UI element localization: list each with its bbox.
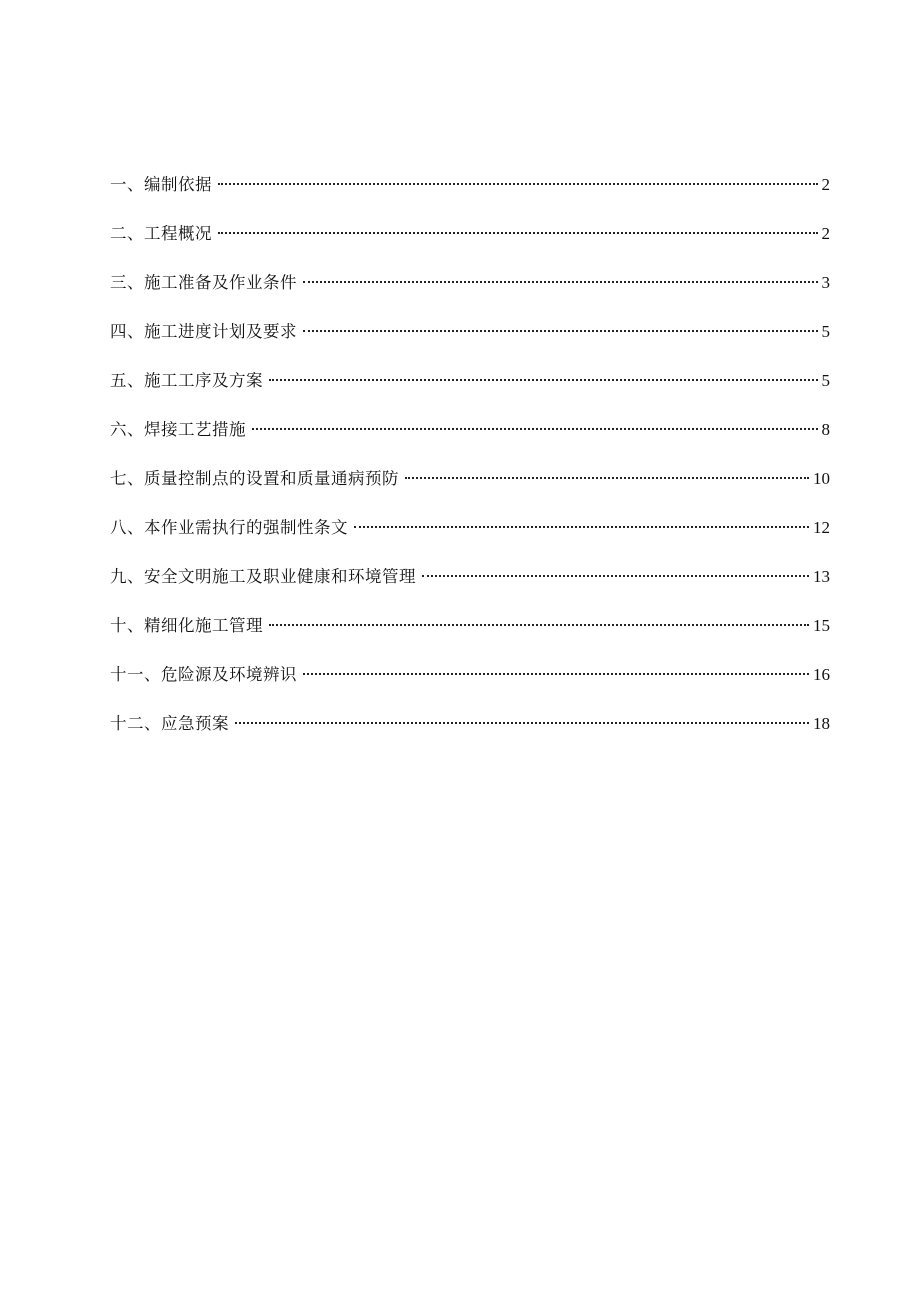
toc-entry[interactable] <box>110 415 830 464</box>
toc-entry-page: 18 <box>813 714 830 733</box>
toc-entry-page: 8 <box>821 420 830 439</box>
toc-entry-title: 七、质量控制点的设置和质量通病预防 <box>110 469 399 488</box>
toc-entry[interactable] <box>110 219 830 268</box>
toc-dot-leader <box>422 575 809 577</box>
toc-entry-page: 5 <box>821 371 830 390</box>
toc-entry-title: 六、焊接工艺措施 <box>110 420 246 439</box>
toc-entry-title: 十二、应急预案 <box>110 714 229 733</box>
toc-entry[interactable] <box>110 170 830 219</box>
toc-dot-leader <box>252 428 818 430</box>
toc-entry-title: 一、编制依据 <box>110 175 212 194</box>
toc-entry-page: 5 <box>821 322 830 341</box>
toc-dot-leader <box>218 183 818 185</box>
toc-entry-title: 三、施工准备及作业条件 <box>110 273 297 292</box>
toc-dot-leader <box>235 722 809 724</box>
toc-entry-title: 二、工程概况 <box>110 224 212 243</box>
toc-entry-title: 十一、危险源及环境辨识 <box>110 665 297 684</box>
toc-entry-page: 2 <box>821 175 830 194</box>
toc-dot-leader <box>354 526 809 528</box>
table-of-contents <box>110 170 830 758</box>
toc-dot-leader <box>269 379 818 381</box>
toc-entry-title: 九、安全文明施工及职业健康和环境管理 <box>110 567 416 586</box>
toc-entry[interactable] <box>110 317 830 366</box>
toc-entry-page: 2 <box>821 224 830 243</box>
toc-dot-leader <box>303 281 818 283</box>
toc-dot-leader <box>303 673 809 675</box>
toc-entry-title: 八、本作业需执行的强制性条文 <box>110 518 348 537</box>
toc-entry[interactable] <box>110 366 830 415</box>
toc-dot-leader <box>218 232 818 234</box>
toc-entry[interactable] <box>110 611 830 660</box>
toc-dot-leader <box>405 477 809 479</box>
toc-entry[interactable] <box>110 562 830 611</box>
toc-entry[interactable] <box>110 464 830 513</box>
toc-entry-page: 10 <box>813 469 830 488</box>
toc-entry-page: 12 <box>813 518 830 537</box>
toc-dot-leader <box>269 624 809 626</box>
toc-entry-title: 十、精细化施工管理 <box>110 616 263 635</box>
toc-entry-page: 16 <box>813 665 830 684</box>
toc-entry[interactable] <box>110 513 830 562</box>
toc-entry-page: 3 <box>821 273 830 292</box>
toc-entry[interactable] <box>110 709 830 758</box>
toc-entry-title: 四、施工进度计划及要求 <box>110 322 297 341</box>
toc-entry[interactable] <box>110 660 830 709</box>
toc-entry[interactable] <box>110 268 830 317</box>
toc-dot-leader <box>303 330 818 332</box>
toc-entry-title: 五、施工工序及方案 <box>110 371 263 390</box>
toc-entry-page: 13 <box>813 567 830 586</box>
toc-entry-page: 15 <box>813 616 830 635</box>
